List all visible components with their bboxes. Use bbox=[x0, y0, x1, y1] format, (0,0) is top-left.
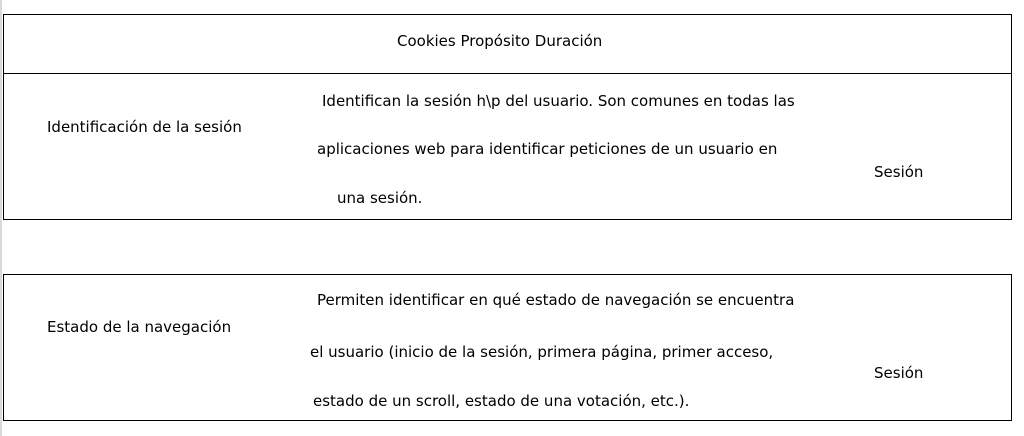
cookie-name-session-id: Identificación de la sesión bbox=[47, 118, 242, 136]
table-header-text: Cookies Propósito Duración bbox=[397, 32, 603, 50]
duration-navigation-state: Sesión bbox=[874, 364, 924, 382]
purpose-line-1: Identifican la sesión h\p del usuario. Son comunes en todas las bbox=[322, 92, 795, 110]
purpose-line-1: Permiten identificar en qué estado de navegación se encuentra bbox=[317, 291, 795, 309]
duration-session-id: Sesión bbox=[874, 163, 924, 181]
cookie-name-navigation-state: Estado de la navegación bbox=[47, 318, 232, 336]
cookies-table bbox=[3, 14, 1012, 220]
page-left-margin-rule bbox=[0, 0, 2, 436]
cookies-table-row-navigation bbox=[3, 274, 1012, 421]
purpose-line-3: una sesión. bbox=[337, 189, 423, 207]
purpose-line-2: aplicaciones web para identificar peticiones de un usuario en bbox=[317, 140, 778, 158]
purpose-line-3: estado de un scroll, estado de una votación, etc.). bbox=[313, 392, 690, 410]
table-header-row bbox=[4, 15, 1011, 74]
purpose-line-2: el usuario (inicio de la sesión, primera página, primer acceso, bbox=[310, 343, 774, 361]
